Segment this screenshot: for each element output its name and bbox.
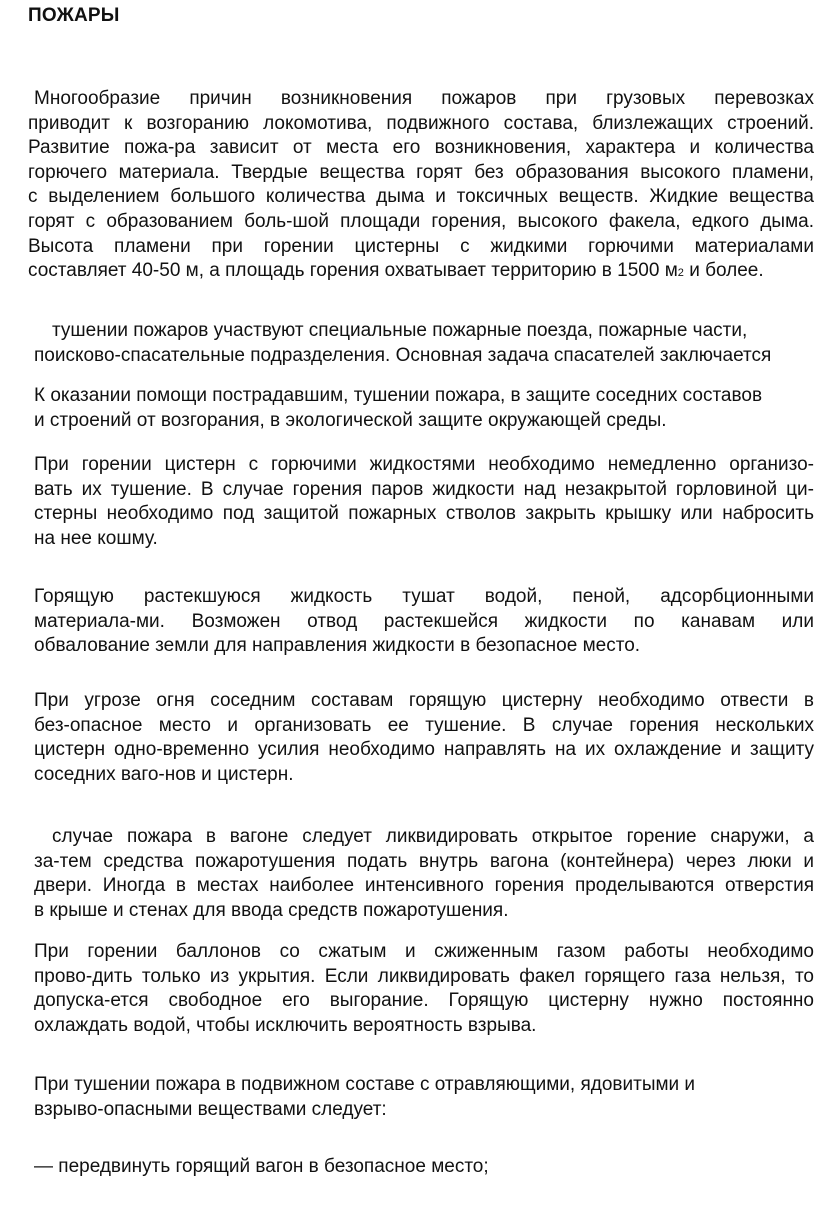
- paragraph-8: [28, 940, 814, 1038]
- text-line: вать их тушение. В случае горения паров жидкости над незакрытой горловиной ци-: [34, 478, 814, 500]
- text-line: стерны необходимо под защитой пожарных стволов закрыть крышку или набросить: [34, 503, 814, 525]
- paragraph-6: [28, 689, 814, 787]
- text-fragment: составляет 40-50 м, а площадь горения охватывает территорию в 1500 м: [28, 260, 678, 282]
- text-line: материала-ми. Возможен отвод растекшейся жидкости по канавам или: [34, 610, 814, 632]
- text-line: прово-дить только из укрытия. Если ликвидировать факел горящего газа нельзя, то: [34, 965, 814, 987]
- text-line: в крыше и стенах для ввода средств пожаротушения.: [34, 899, 509, 921]
- text-fragment: и более.: [683, 260, 764, 282]
- text-line: и строений от возгорания, в экологической защите окружающей среды.: [34, 409, 667, 431]
- text-line: случае пожара в вагоне следует ликвидировать открытое горение снаружи, а: [52, 826, 814, 847]
- text-line: При угрозе огня соседним составам горящую цистерну необходимо отвести в: [34, 690, 814, 711]
- paragraph-7: [28, 825, 814, 923]
- text-line: взрыво-опасными веществами следует:: [34, 1098, 387, 1120]
- text-line: допуска-ется свободное его выгорание. Горящую цистерну нужно постоянно: [34, 990, 814, 1012]
- text-line: обвалование земли для направления жидкости в безопасное место.: [34, 635, 641, 657]
- text-line: При горении цистерн с горючими жидкостями необходимо немедленно организо-: [34, 454, 814, 475]
- paragraph-2: [28, 319, 814, 368]
- text-line: соседних ваго-нов и цистерн.: [34, 763, 294, 785]
- text-line: Высота пламени при горении цистерны с жидкими горючими материалами: [28, 235, 814, 257]
- text-line: приводит к возгоранию локомотива, подвижного состава, близлежащих строений.: [28, 112, 814, 134]
- text-line: цистерн одно-временно усилия необходимо направлять на их охлаждение и защиту: [34, 739, 814, 761]
- text-line: горючего материала. Твердые вещества горят без образования высокого пламени,: [28, 161, 814, 183]
- text-line: Развитие пожа-ра зависит от места его возникновения, характера и количества: [28, 137, 814, 159]
- text-line: охлаждать водой, чтобы исключить вероятность взрыва.: [34, 1014, 537, 1036]
- paragraph-4: [28, 453, 814, 551]
- text-line: без-опасное место и организовать ее тушение. В случае горения нескольких: [34, 714, 814, 736]
- text-line: тушении пожаров участвуют специальные пожарные поезда, пожарные части,: [52, 320, 748, 341]
- text-line: При горении баллонов со сжатым и сжиженным газом работы необходимо: [34, 941, 814, 962]
- paragraph-3: [28, 384, 814, 433]
- paragraph-5: [28, 585, 814, 659]
- text-line: на нее кошму.: [34, 527, 158, 549]
- paragraph-1: [28, 87, 814, 286]
- text-line: При тушении пожара в подвижном составе с отравляющими, ядовитыми и: [34, 1074, 696, 1095]
- paragraph-10: [28, 1155, 814, 1180]
- text-line: с выделением большого количества дыма и токсичных веществ. Жидкие вещества: [28, 186, 814, 208]
- text-line: горят с образованием боль-шой площади горения, высокого факела, едкого дыма.: [28, 210, 814, 232]
- text-line: К оказании помощи пострадавшим, тушении пожара, в защите соседних составов: [34, 385, 763, 406]
- text-line: за-тем средства пожаротушения подать внутрь вагона (контейнера) через люки и: [34, 850, 814, 872]
- text-line: Горящую растекшуюся жидкость тушат водой, пеной, адсорбционными: [34, 586, 814, 607]
- paragraph-9: [28, 1073, 814, 1122]
- text-line: двери. Иногда в местах наиболее интенсивного горения проделываются отверстия: [34, 875, 814, 897]
- text-line: Многообразие причин возникновения пожаров при грузовых перевозках: [34, 88, 814, 109]
- unit-subscript: 2: [677, 267, 684, 280]
- list-item: — передвинуть горящий вагон в безопасное место;: [34, 1156, 489, 1177]
- page-title: ПОЖАРЫ: [28, 5, 120, 26]
- text-line: поисково-спасательные подразделения. Основная задача спасателей заключается: [34, 344, 772, 366]
- text-line: [28, 259, 814, 286]
